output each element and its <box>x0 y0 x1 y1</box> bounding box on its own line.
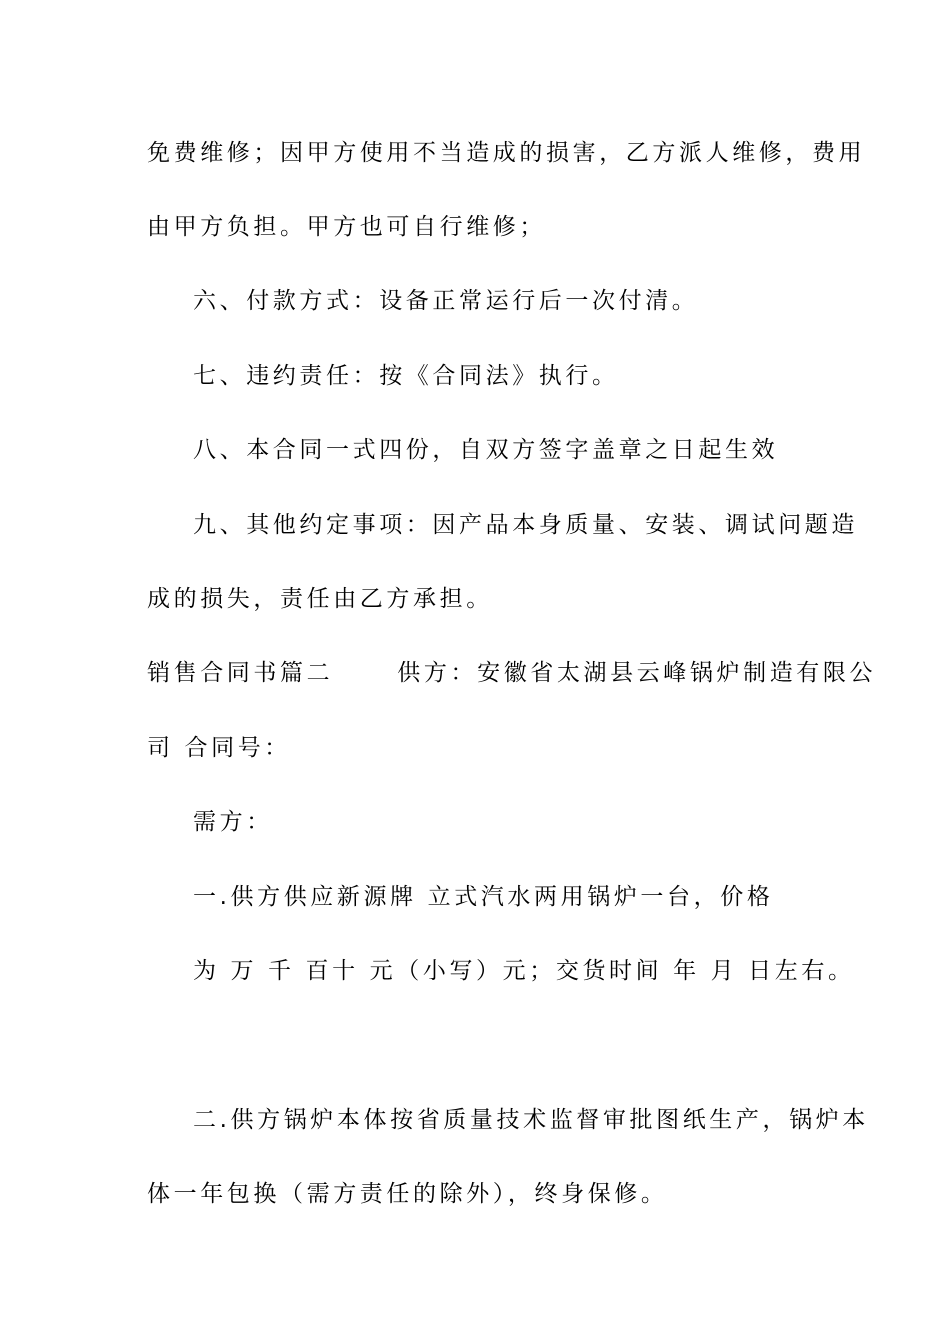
contract-number-line: 司 合同号： <box>147 735 291 761</box>
paragraph-line: 由甲方负担。甲方也可自行维修； <box>147 214 546 240</box>
section-heading-line: 销售合同书篇二 供方：安徽省太湖县云峰锅炉制造有限公 <box>147 660 877 686</box>
paragraph-line: 成的损失，责任由乙方承担。 <box>147 586 493 612</box>
clause-six-payment: 六、付款方式：设备正常运行后一次付清。 <box>193 288 699 314</box>
clause-two-quality: 二.供方锅炉本体按省质量技术监督审批图纸生产，锅炉本 <box>193 1107 869 1133</box>
price-delivery-line: 为 万 千 百十 元（小写）元；交货时间 年 月 日左右。 <box>193 958 855 984</box>
paragraph-line: 体一年包换（需方责任的除外），终身保修。 <box>147 1181 668 1207</box>
clause-one-supply: 一.供方供应新源牌 立式汽水两用锅炉一台，价格 <box>193 884 774 910</box>
clause-nine-other: 九、其他约定事项：因产品本身质量、安装、调试问题造 <box>193 512 858 538</box>
clause-seven-liability: 七、违约责任：按《合同法》执行。 <box>193 363 619 389</box>
paragraph-line: 免费维修；因甲方使用不当造成的损害，乙方派人维修，费用 <box>147 140 866 166</box>
clause-eight-copies: 八、本合同一式四份，自双方签字盖章之日起生效 <box>193 437 779 463</box>
buyer-line: 需方： <box>193 809 273 835</box>
